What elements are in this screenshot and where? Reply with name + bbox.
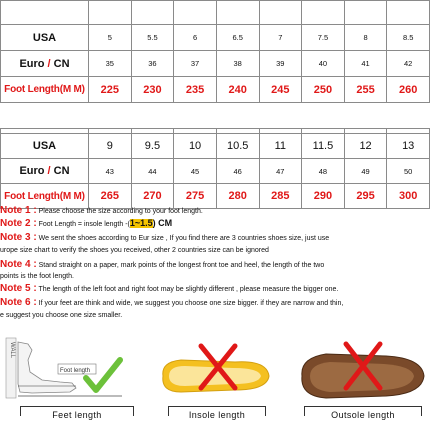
size-cell: 10.5 — [216, 134, 259, 159]
wall-label: WALL — [9, 342, 15, 359]
table-row-foot-length — [1, 184, 430, 209]
size-cell: 35 — [89, 51, 132, 77]
note-4-continued: points is the foot length. — [0, 273, 74, 280]
size-cell: 300 — [387, 184, 430, 209]
caption-feet-length: Feet length — [52, 410, 102, 420]
table-row-euro — [1, 159, 430, 184]
table-row-usa — [1, 25, 430, 51]
note-1: Note 1 : Please choose the size according to your foot length. — [0, 206, 203, 216]
size-cell: 245 — [259, 77, 302, 103]
table-header-row — [1, 1, 430, 25]
row-label-usa: USA — [1, 134, 89, 159]
size-cell: 290 — [302, 184, 345, 209]
size-cell: 225 — [89, 77, 132, 103]
size-cell: 7.5 — [302, 25, 345, 51]
size-cell: 260 — [387, 77, 430, 103]
size-cell: 5 — [89, 25, 132, 51]
size-cell: 6 — [174, 25, 217, 51]
caption-insole-length: Insole length — [188, 410, 246, 420]
size-cell: 275 — [174, 184, 217, 209]
row-label-foot-length: Foot Length(M M) — [1, 77, 89, 103]
size-cell: 295 — [344, 184, 387, 209]
size-cell: 7 — [259, 25, 302, 51]
size-cell: 36 — [131, 51, 174, 77]
caption-outsole-length: Outsole length — [331, 410, 395, 420]
outsole-illustration — [296, 336, 430, 404]
size-cell: 265 — [89, 184, 132, 209]
foot-measure-illustration — [2, 336, 142, 404]
size-cell: 37 — [174, 51, 217, 77]
size-cell: 44 — [131, 159, 174, 184]
size-cell: 8 — [344, 25, 387, 51]
size-cell: 49 — [344, 159, 387, 184]
row-label-euro: Euro / CN — [1, 51, 89, 77]
note-6: Note 6 : If your feet are think and wide, we suggest you choose one size bigger. if they are narrow and thin, — [0, 298, 344, 308]
foot-length-tag-label: Foot length — [60, 368, 91, 374]
note-6-continued: e suggest you choose one size smaller. — [0, 312, 123, 319]
size-cell: 6.5 — [216, 25, 259, 51]
size-cell: 270 — [131, 184, 174, 209]
row-label-usa: USA — [1, 25, 89, 51]
table-row-foot-length — [1, 77, 430, 103]
size-cell: 235 — [174, 77, 217, 103]
size-cell: 42 — [387, 51, 430, 77]
table-row-usa — [1, 134, 430, 159]
insole-illustration — [155, 336, 275, 404]
size-cell: 285 — [259, 184, 302, 209]
size-cell: 11.5 — [302, 134, 345, 159]
size-cell: 38 — [216, 51, 259, 77]
size-table-1 — [0, 0, 430, 103]
note-2: Note 2 : Foot Length = insole length -(1~1.5) CM — [0, 219, 173, 229]
note-5: Note 5 : The length of the left foot and right foot may be slightly different , please measure the bigger one. — [0, 284, 339, 294]
size-cell: 9.5 — [131, 134, 174, 159]
row-label-euro: Euro / CN — [1, 159, 89, 184]
size-cell: 50 — [387, 159, 430, 184]
size-cell: 43 — [89, 159, 132, 184]
size-cell: 9 — [89, 134, 132, 159]
size-cell: 250 — [302, 77, 345, 103]
size-cell: 5.5 — [131, 25, 174, 51]
size-cell: 240 — [216, 77, 259, 103]
size-cell: 11 — [259, 134, 302, 159]
size-cell: 40 — [302, 51, 345, 77]
size-cell: 47 — [259, 159, 302, 184]
size-table-2 — [0, 128, 430, 209]
note-3-continued: urope size chart to verify the shoes you received, other 2 countries size can be ignored — [0, 247, 269, 254]
size-cell: 13 — [387, 134, 430, 159]
row-label-foot-length: Foot Length(M M) — [1, 184, 89, 209]
size-cell: 46 — [216, 159, 259, 184]
table-row-euro — [1, 51, 430, 77]
size-cell: 10 — [174, 134, 217, 159]
measurement-figures — [0, 336, 430, 430]
size-cell: 12 — [344, 134, 387, 159]
note-4: Note 4 : Stand straight on a paper, mark points of the longest front toe and heel, the length of the two — [0, 260, 325, 270]
size-cell: 41 — [344, 51, 387, 77]
size-cell: 8.5 — [387, 25, 430, 51]
highlight-range: 1~1.5 — [129, 219, 153, 228]
size-cell: 230 — [131, 77, 174, 103]
size-cell: 280 — [216, 184, 259, 209]
size-cell: 39 — [259, 51, 302, 77]
size-cell: 48 — [302, 159, 345, 184]
note-3: Note 3 : We sent the shoes according to Eur size , If you find there are 3 countries shoes size, just use — [0, 233, 330, 243]
size-cell: 45 — [174, 159, 217, 184]
size-cell: 255 — [344, 77, 387, 103]
